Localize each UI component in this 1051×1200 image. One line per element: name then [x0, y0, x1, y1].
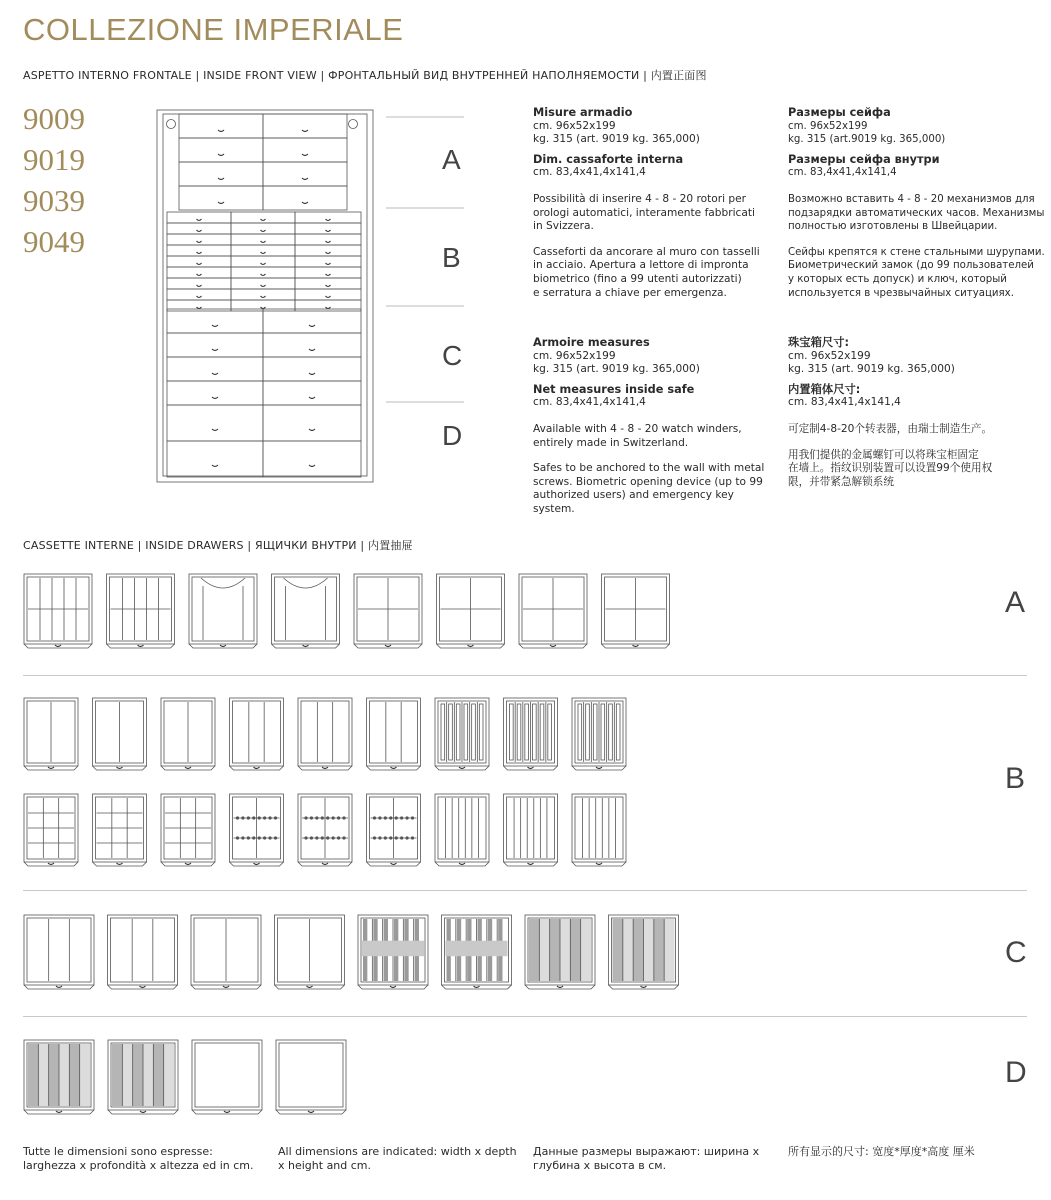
drawer-handle-icon — [197, 296, 202, 298]
drawer-handle-icon — [390, 986, 396, 988]
cabinet-drawer — [231, 234, 295, 245]
drawers-heading: CASSETTE INTERNE | INSIDE DRAWERS | ЯЩИЧКИ ВНУТРИ | 内置抽屉 — [23, 539, 413, 552]
drawer-handle-icon — [212, 429, 218, 431]
drawer-handle-icon — [185, 767, 191, 769]
drawer-handle-icon — [261, 241, 266, 243]
cabinet-drawer — [231, 245, 295, 256]
drawer-thumbnail — [230, 698, 284, 770]
drawer-handle-icon — [309, 429, 315, 431]
info-russian — [788, 106, 1050, 300]
info-paragraph: Safes to be anchored to the wall with metal screws. Biometric opening device (up to 99 authorized users) and emergency key system. — [533, 462, 765, 515]
cabinet-drawer — [295, 212, 361, 223]
drawer-handle-icon — [56, 986, 62, 988]
info-text: cm. 83,4x41,4x141,4 — [788, 167, 897, 179]
drawer-handle-icon — [309, 325, 315, 327]
info-heading: Misure armadio — [533, 106, 633, 119]
drawer-thumbnail — [230, 794, 284, 866]
drawer-handle-icon — [302, 202, 308, 204]
info-paragraph: Возможно вставить 4 - 8 - 20 механизмов для подзарядки автоматических часов. Механизмы полностью изготовлены в Швейцарии. — [788, 193, 1045, 233]
cabinet-drawer — [263, 405, 361, 441]
cabinet-drawer — [263, 309, 361, 333]
drawer-handle-icon — [261, 307, 266, 309]
cabinet-drawer — [295, 278, 361, 289]
drawer-thumbnail — [24, 1040, 94, 1114]
drawer-handle-icon — [261, 263, 266, 265]
cabinet-drawer — [167, 405, 263, 441]
cabinet-drawer — [263, 357, 361, 381]
drawer-handle-icon — [138, 645, 144, 647]
drawer-handle-icon — [309, 373, 315, 375]
section-label-d: D — [442, 420, 463, 451]
drawer-handle-icon — [197, 241, 202, 243]
drawer-handle-icon — [326, 263, 331, 265]
drawer-thumbnail — [161, 698, 215, 770]
section-label-a: A — [442, 144, 461, 175]
cabinet-drawer — [295, 234, 361, 245]
drawer-handle-icon — [261, 219, 266, 221]
info-heading: Размеры сейфа внутри — [788, 152, 940, 166]
info-text: cm. 83,4x41,4x141,4 — [533, 166, 646, 179]
cabinet-drawer — [167, 245, 231, 256]
drawer-handle-icon — [197, 285, 202, 287]
footer-russian: Данные размеры выражают: ширина x глубина x высота в см. — [533, 1145, 760, 1172]
drawer-thumbnail — [24, 574, 92, 648]
drawer-handle-icon — [326, 307, 331, 309]
drawer-handle-icon — [596, 767, 602, 769]
drawer-handle-icon — [224, 1111, 230, 1113]
drawer-handle-icon — [254, 863, 260, 865]
cabinet-drawer — [295, 256, 361, 267]
footer-chinese: 所有显示的尺寸: 宽度*厚度*高度 厘米 — [788, 1145, 975, 1158]
drawer-thumbnail — [519, 574, 587, 648]
cabinet-drawer — [263, 441, 361, 477]
drawer-thumbnail — [504, 698, 558, 770]
info-text: cm. 83,4x41,4x141,4 — [533, 396, 646, 409]
footer-english: All dimensions are indicated: width x depth x height and cm. — [278, 1145, 517, 1172]
drawer-thumbnail — [437, 574, 505, 648]
cabinet-drawer — [295, 223, 361, 234]
drawer-thumbnail — [161, 794, 215, 866]
drawer-thumbnail — [442, 915, 512, 989]
drawer-handle-icon — [197, 252, 202, 254]
drawer-handle-icon — [309, 465, 315, 467]
drawer-thumbnail — [525, 915, 595, 989]
drawer-handle-icon — [391, 863, 397, 865]
drawer-thumbnail — [298, 698, 352, 770]
drawer-thumbnail — [24, 794, 78, 866]
cabinet-drawer — [231, 223, 295, 234]
drawer-thumbnail — [609, 915, 679, 989]
info-paragraph: Available with 4 - 8 - 20 watch winders, entirely made in Switzerland. — [533, 422, 742, 449]
drawer-thumbnail — [367, 698, 421, 770]
drawer-handle-icon — [261, 296, 266, 298]
info-paragraph: 用我们提供的金属螺钉可以将珠宝柜固定 在墙上。指纹识别装置可以设置99个使用权 限，并带紧急解锁系统 — [788, 448, 993, 488]
drawer-thumbnail — [367, 794, 421, 866]
drawer-handle-icon — [48, 863, 54, 865]
drawer-handle-icon — [633, 645, 639, 647]
row-label-c: C — [1005, 936, 1027, 969]
drawer-handle-icon — [197, 230, 202, 232]
drawer-handle-icon — [56, 1111, 62, 1113]
info-paragraph: Сейфы крепятся к стене стальными шурупами. Биометрический замок (до 99 пользователей у которых есть допуск) и ключ, который используется в чрезвычайных ситуациях. — [788, 246, 1045, 299]
cabinet-drawer — [263, 381, 361, 405]
drawer-handle-icon — [385, 645, 391, 647]
cabinet-drawer — [167, 223, 231, 234]
info-paragraph: 可定制4-8-20个转表器，由瑞士制造生产。 — [788, 422, 993, 435]
drawer-handle-icon — [197, 219, 202, 221]
drawer-handle-icon — [140, 986, 146, 988]
cabinet-drawer — [231, 267, 295, 278]
cabinet-drawer — [167, 267, 231, 278]
drawer-handle-icon — [117, 767, 123, 769]
drawer-handle-icon — [557, 986, 563, 988]
cabinet-drawer — [167, 441, 263, 477]
drawer-handle-icon — [391, 767, 397, 769]
drawer-handle-icon — [322, 767, 328, 769]
info-heading: Armoire measures — [533, 336, 650, 349]
drawer-thumbnail — [272, 574, 340, 648]
drawer-thumbnail — [108, 915, 178, 989]
drawer-thumbnail — [93, 794, 147, 866]
hinge-icon — [167, 120, 176, 129]
row-label-b: B — [1005, 762, 1026, 795]
info-text: cm. 96x52x199 kg. 315 (art.9019 kg. 365,000) — [788, 120, 946, 146]
info-paragraph: Possibilità di inserire 4 - 8 - 20 rotori per orologi automatici, interamente fabbricati in Svizzera. — [533, 192, 755, 233]
drawer-types-drawing — [0, 560, 1051, 1140]
drawer-handle-icon — [302, 154, 308, 156]
cabinet-drawer — [167, 309, 263, 333]
row-divider — [23, 890, 1027, 891]
drawer-thumbnail — [24, 698, 78, 770]
cabinet-drawer — [167, 289, 231, 300]
front-view-heading: ASPETTO INTERNO FRONTALE | INSIDE FRONT VIEW | ФРОНТАЛЬНЫЙ ВИД ВНУТРЕННЕЙ НАПОЛНЯЕМОСТИ | 内置正面图 — [23, 69, 707, 82]
cabinet-front-view-drawing — [155, 108, 377, 485]
drawer-handle-icon — [218, 202, 224, 204]
cabinet-drawer — [179, 138, 263, 162]
info-paragraph: Casseforti da ancorare al muro con tasselli in acciaio. Apertura a lettore di impronta biometrico (fino a 99 utenti autorizzati) e serratura a chiave per emergenza. — [533, 245, 760, 299]
drawer-handle-icon — [459, 863, 465, 865]
cabinet-drawer — [179, 162, 263, 186]
drawer-handle-icon — [596, 863, 602, 865]
info-text: cm. 96x52x199 kg. 315 (art. 9019 kg. 365,000) — [533, 349, 700, 376]
info-english — [533, 336, 778, 517]
info-heading: 珠宝箱尺寸: — [788, 336, 850, 349]
drawer-thumbnail — [24, 915, 94, 989]
drawer-thumbnail — [504, 794, 558, 866]
drawer-handle-icon — [212, 465, 218, 467]
info-heading: Net measures inside safe — [533, 382, 695, 396]
cabinet-drawer — [167, 381, 263, 405]
drawer-handle-icon — [197, 263, 202, 265]
cabinet-drawer — [231, 289, 295, 300]
drawer-handle-icon — [261, 230, 266, 232]
drawer-handle-icon — [220, 645, 226, 647]
drawer-handle-icon — [140, 1111, 146, 1113]
drawer-handle-icon — [303, 645, 309, 647]
drawer-handle-icon — [261, 285, 266, 287]
drawer-handle-icon — [641, 986, 647, 988]
drawer-thumbnail — [107, 574, 175, 648]
drawer-handle-icon — [218, 154, 224, 156]
section-label-c: C — [442, 340, 463, 371]
cabinet-drawer — [231, 278, 295, 289]
cabinet-drawer — [263, 333, 361, 357]
model-number: 9019 — [23, 142, 85, 177]
drawer-handle-icon — [528, 863, 534, 865]
info-text: cm. 96x52x199 kg. 315 (art. 9019 kg. 365,000) — [533, 119, 700, 146]
info-heading: Размеры сейфа — [788, 106, 891, 119]
cabinet-drawer — [167, 333, 263, 357]
info-heading: Dim. cassaforte interna — [533, 152, 684, 166]
drawer-handle-icon — [117, 863, 123, 865]
cabinet-drawer — [295, 267, 361, 278]
drawer-handle-icon — [302, 130, 308, 132]
drawer-thumbnail — [93, 698, 147, 770]
cabinet-drawer — [167, 357, 263, 381]
model-number: 9049 — [23, 224, 85, 259]
cabinet-drawer — [231, 212, 295, 223]
drawer-handle-icon — [326, 274, 331, 276]
drawer-thumbnail — [358, 915, 428, 989]
info-text: cm. 96x52x199 kg. 315 (art. 9019 kg. 365,000) — [788, 349, 955, 376]
info-chinese — [788, 336, 1043, 489]
drawer-handle-icon — [326, 252, 331, 254]
drawer-handle-icon — [309, 397, 315, 399]
cabinet-drawer — [263, 162, 347, 186]
model-list — [23, 98, 85, 262]
drawer-handle-icon — [302, 178, 308, 180]
drawer-handle-icon — [212, 325, 218, 327]
drawer-handle-icon — [185, 863, 191, 865]
page-title: COLLEZIONE IMPERIALE — [23, 12, 404, 47]
drawer-handle-icon — [307, 986, 313, 988]
drawer-handle-icon — [197, 307, 202, 309]
drawer-handle-icon — [218, 130, 224, 132]
drawer-thumbnail — [192, 1040, 262, 1114]
drawer-thumbnail — [298, 794, 352, 866]
drawer-handle-icon — [218, 178, 224, 180]
drawer-handle-icon — [528, 767, 534, 769]
cabinet-drawer — [295, 289, 361, 300]
drawer-handle-icon — [326, 285, 331, 287]
drawer-handle-icon — [550, 645, 556, 647]
cabinet-inner-frame — [163, 114, 367, 476]
drawer-handle-icon — [459, 767, 465, 769]
drawer-thumbnail — [276, 1040, 346, 1114]
cabinet-drawer — [231, 256, 295, 267]
drawer-thumbnail — [189, 574, 257, 648]
cabinet-drawer — [263, 186, 347, 210]
drawer-handle-icon — [322, 863, 328, 865]
drawer-thumbnail — [354, 574, 422, 648]
cabinet-drawer — [179, 186, 263, 210]
drawer-handle-icon — [308, 1111, 314, 1113]
info-italian — [533, 106, 778, 300]
drawer-handle-icon — [254, 767, 260, 769]
info-heading: 内置箱体尺寸: — [788, 382, 861, 396]
drawer-handle-icon — [197, 274, 202, 276]
cabinet-drawer — [167, 234, 231, 245]
drawer-thumbnail — [572, 794, 626, 866]
drawer-handle-icon — [212, 397, 218, 399]
drawer-handle-icon — [474, 986, 480, 988]
row-divider — [23, 1016, 1027, 1017]
drawer-handle-icon — [326, 230, 331, 232]
drawer-handle-icon — [468, 645, 474, 647]
drawer-handle-icon — [212, 349, 218, 351]
drawer-thumbnail — [275, 915, 345, 989]
drawer-thumbnail — [435, 698, 489, 770]
cabinet-drawer — [167, 212, 231, 223]
drawer-handle-icon — [48, 767, 54, 769]
cabinet-drawer — [167, 256, 231, 267]
drawer-handle-icon — [223, 986, 229, 988]
drawer-thumbnail — [191, 915, 261, 989]
cabinet-drawer — [167, 278, 231, 289]
model-number: 9009 — [23, 101, 85, 136]
drawer-handle-icon — [309, 349, 315, 351]
drawer-handle-icon — [326, 219, 331, 221]
row-label-a: A — [1005, 586, 1026, 619]
cabinet-drawer — [263, 114, 347, 138]
drawer-handle-icon — [261, 274, 266, 276]
row-divider — [23, 675, 1027, 676]
drawer-thumbnail — [435, 794, 489, 866]
drawer-handle-icon — [55, 645, 61, 647]
drawer-thumbnail — [572, 698, 626, 770]
cabinet-drawer — [295, 245, 361, 256]
footer-italian: Tutte le dimensioni sono espresse: larghezza x profondità x altezza ed in cm. — [23, 1145, 254, 1172]
hinge-icon — [349, 120, 358, 129]
drawer-handle-icon — [326, 241, 331, 243]
section-label-b: B — [442, 242, 461, 273]
cabinet-drawer — [179, 114, 263, 138]
drawer-thumbnail — [108, 1040, 178, 1114]
drawer-handle-icon — [261, 252, 266, 254]
drawer-handle-icon — [326, 296, 331, 298]
drawer-thumbnail — [602, 574, 670, 648]
drawer-handle-icon — [212, 373, 218, 375]
cabinet-drawer — [263, 138, 347, 162]
info-text: cm. 83,4x41,4x141,4 — [788, 396, 901, 409]
row-label-d: D — [1005, 1056, 1027, 1089]
model-number: 9039 — [23, 183, 85, 218]
